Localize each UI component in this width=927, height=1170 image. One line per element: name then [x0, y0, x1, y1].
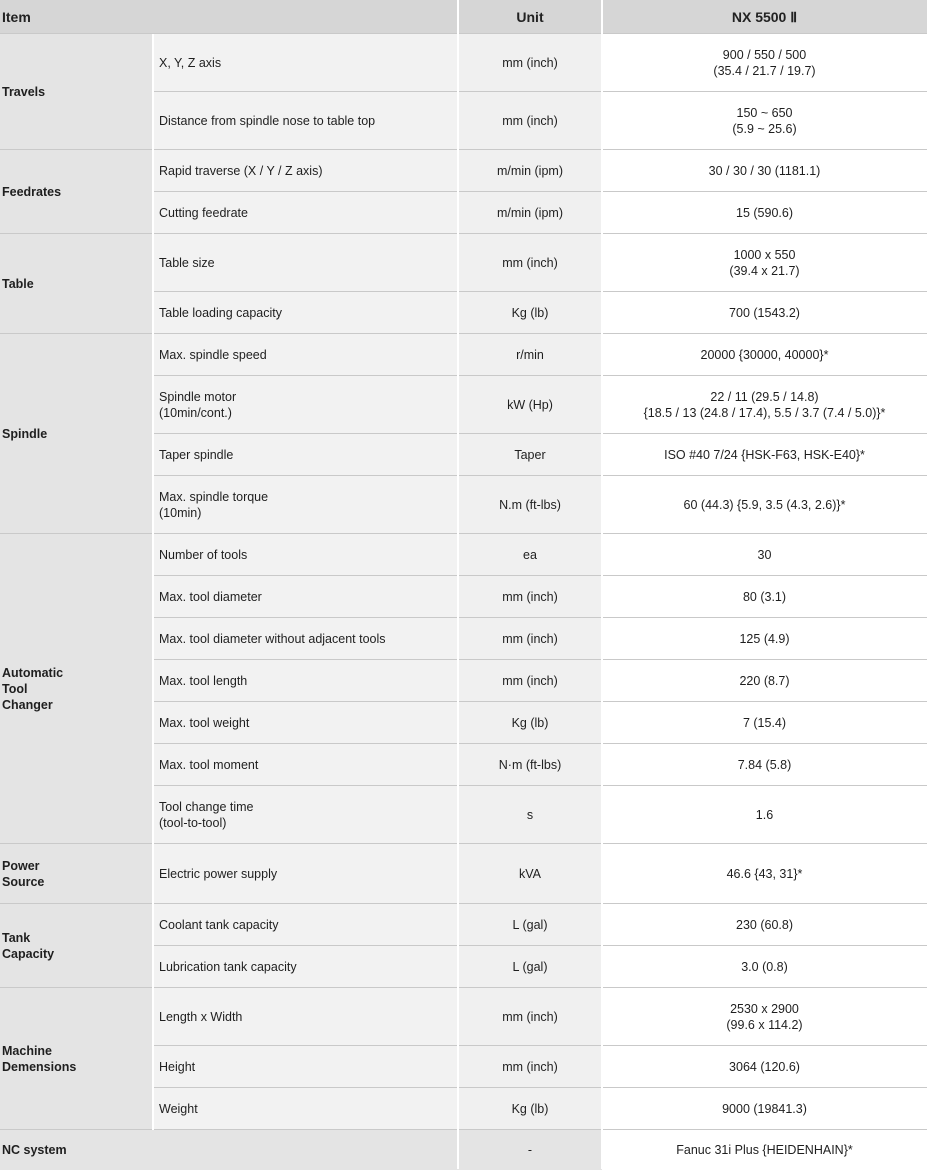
category-label: Tank Capacity [0, 904, 153, 988]
spec-value: 30 / 30 / 30 (1181.1) [602, 150, 927, 192]
spec-unit: m/min (ipm) [458, 150, 602, 192]
spec-unit: s [458, 786, 602, 844]
spec-value: 700 (1543.2) [602, 292, 927, 334]
spec-value: 125 (4.9) [602, 618, 927, 660]
spec-item-label: Cutting feedrate [153, 192, 458, 234]
spec-unit: Kg (lb) [458, 702, 602, 744]
spec-unit: m/min (ipm) [458, 192, 602, 234]
spec-unit: mm (inch) [458, 660, 602, 702]
spec-item-label: Max. spindle speed [153, 334, 458, 376]
spec-item-label: Max. tool diameter without adjacent tools [153, 618, 458, 660]
spec-item-label: Max. spindle torque (10min) [153, 476, 458, 534]
category-label: NC system [0, 1130, 458, 1170]
category-label: Automatic Tool Changer [0, 534, 153, 844]
spec-value: 220 (8.7) [602, 660, 927, 702]
spec-value: 150 ~ 650 (5.9 ~ 25.6) [602, 92, 927, 150]
spec-item-label: Table loading capacity [153, 292, 458, 334]
spec-unit: kVA [458, 844, 602, 904]
spec-unit: Kg (lb) [458, 292, 602, 334]
spec-item-label: Taper spindle [153, 434, 458, 476]
spec-value: 2530 x 2900 (99.6 x 114.2) [602, 988, 927, 1046]
header-unit: Unit [458, 0, 602, 34]
spec-item-label: Electric power supply [153, 844, 458, 904]
spec-unit: - [458, 1130, 602, 1170]
category-label: Table [0, 234, 153, 334]
spec-item-label: Max. tool moment [153, 744, 458, 786]
category-label: Machine Demensions [0, 988, 153, 1130]
spec-unit: L (gal) [458, 946, 602, 988]
spec-unit: Kg (lb) [458, 1088, 602, 1130]
spec-item-label: Length x Width [153, 988, 458, 1046]
spec-value: 22 / 11 (29.5 / 14.8) {18.5 / 13 (24.8 / 17.4), 5.5 / 3.7 (7.4 / 5.0)}* [602, 376, 927, 434]
spec-unit: mm (inch) [458, 618, 602, 660]
spec-item-label: Max. tool diameter [153, 576, 458, 618]
spec-value: 9000 (19841.3) [602, 1088, 927, 1130]
spec-value: 7 (15.4) [602, 702, 927, 744]
spec-value: 3.0 (0.8) [602, 946, 927, 988]
spec-unit: mm (inch) [458, 1046, 602, 1088]
spec-item-label: Coolant tank capacity [153, 904, 458, 946]
spec-value: 1.6 [602, 786, 927, 844]
spec-value: 3064 (120.6) [602, 1046, 927, 1088]
category-label: Feedrates [0, 150, 153, 234]
column-divider [457, 0, 459, 1169]
header-item: Item [0, 0, 458, 34]
spec-value: 1000 x 550 (39.4 x 21.7) [602, 234, 927, 292]
spec-unit: mm (inch) [458, 92, 602, 150]
spec-item-label: Height [153, 1046, 458, 1088]
spec-value: 30 [602, 534, 927, 576]
spec-item-label: Distance from spindle nose to table top [153, 92, 458, 150]
spec-unit: r/min [458, 334, 602, 376]
spec-item-label: Spindle motor (10min/cont.) [153, 376, 458, 434]
spec-item-label: Weight [153, 1088, 458, 1130]
spec-unit: mm (inch) [458, 234, 602, 292]
spec-unit: Taper [458, 434, 602, 476]
category-label: Power Source [0, 844, 153, 904]
spec-unit: N.m (ft-lbs) [458, 476, 602, 534]
spec-value: 46.6 {43, 31}* [602, 844, 927, 904]
spec-value: 80 (3.1) [602, 576, 927, 618]
spec-item-label: Lubrication tank capacity [153, 946, 458, 988]
category-label: Travels [0, 34, 153, 150]
spec-value: 15 (590.6) [602, 192, 927, 234]
column-divider [152, 34, 154, 1130]
spec-item-label: Tool change time (tool-to-tool) [153, 786, 458, 844]
header-model: NX 5500 Ⅱ [602, 0, 927, 34]
spec-value: 900 / 550 / 500 (35.4 / 21.7 / 19.7) [602, 34, 927, 92]
spec-item-label: Table size [153, 234, 458, 292]
spec-unit: N·m (ft-lbs) [458, 744, 602, 786]
spec-unit: mm (inch) [458, 576, 602, 618]
spec-value: 7.84 (5.8) [602, 744, 927, 786]
spec-value: ISO #40 7/24 {HSK-F63, HSK-E40}* [602, 434, 927, 476]
spec-unit: L (gal) [458, 904, 602, 946]
spec-value: 230 (60.8) [602, 904, 927, 946]
spec-value: Fanuc 31i Plus {HEIDENHAIN}* [602, 1130, 927, 1170]
spec-value: 60 (44.3) {5.9, 3.5 (4.3, 2.6)}* [602, 476, 927, 534]
spec-unit: mm (inch) [458, 988, 602, 1046]
spec-item-label: X, Y, Z axis [153, 34, 458, 92]
spec-value: 20000 {30000, 40000}* [602, 334, 927, 376]
spec-item-label: Max. tool weight [153, 702, 458, 744]
spec-unit: kW (Hp) [458, 376, 602, 434]
spec-unit: ea [458, 534, 602, 576]
category-label: Spindle [0, 334, 153, 534]
column-divider [601, 0, 603, 1169]
spec-unit: mm (inch) [458, 34, 602, 92]
spec-item-label: Number of tools [153, 534, 458, 576]
spec-item-label: Rapid traverse (X / Y / Z axis) [153, 150, 458, 192]
spec-item-label: Max. tool length [153, 660, 458, 702]
